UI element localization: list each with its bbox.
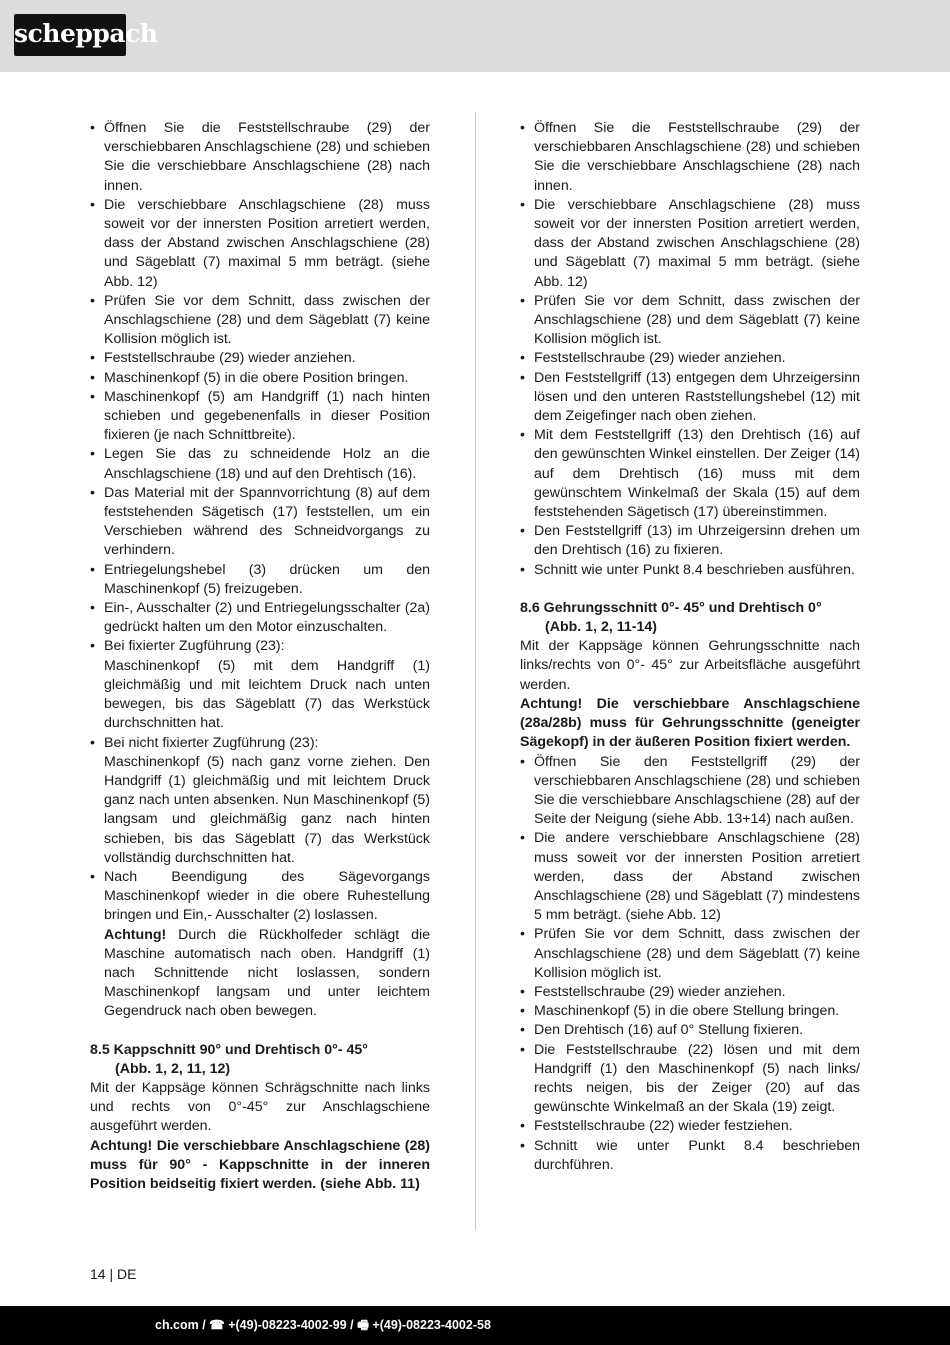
- list-item-end: [90, 868, 430, 1022]
- loose-guide-text: Maschinenkopf (5) nach ganz vorne ziehen. Den Handgriff (1) gleichmäßig und mit leichtem Druck ganz nach unten absenken. Nun Maschinenkopf (5) langsam und gleichmäßig ganz nach hinten schieben, bis das Sägeblatt (7) das Werkstück vollständig durchschnitten hat.: [104, 753, 430, 866]
- page-number: 14 | DE: [90, 1266, 137, 1282]
- list-item: • Prüfen Sie vor dem Schnitt, dass zwischen der Anschlagschiene (28) und dem Sägeblatt (7) keine Kollision möglich ist.: [520, 925, 860, 983]
- list-item: • Schnitt wie unter Punkt 8.4 beschrieben durchführen.: [520, 1137, 860, 1175]
- brand-logo-text: scheppach: [14, 19, 158, 48]
- list-item: • Das Material mit der Spannvorrichtung (8) auf dem feststehenden Sägetisch (17) feststellen, um ein Verschieben während des Schneidvorgangs zu verhindern.: [90, 484, 430, 561]
- header-bar: [0, 0, 950, 72]
- list-item: • Ein-, Ausschalter (2) und Entriegelungsschalter (2a) gedrückt halten um den Motor einzuschalten.: [90, 599, 430, 637]
- right-column: [520, 119, 860, 1175]
- end-item-text: • Nach Beendigung des Sägevorgangs Maschinenkopf wieder in die obere Ruhestellung bringen und Ein,- Ausschalter (2) loslassen.: [104, 868, 430, 924]
- list-item: • Prüfen Sie vor dem Schnitt, dass zwischen der Anschlagschiene (28) und dem Sägeblatt (7) keine Kollision möglich ist.: [90, 292, 430, 350]
- left-column: [90, 119, 430, 1194]
- section-8-5-text: Mit der Kappsäge können Schrägschnitte nach links und rechts von 0°-45° zur Anschlagschiene ausgeführt werden.: [90, 1079, 430, 1135]
- end-item-warning: [104, 926, 430, 1022]
- section-8-6-text: Mit der Kappsäge können Gehrungsschnitte nach links/rechts von 0°- 45° zur Arbeitsfläche ausgeführt werden.: [520, 638, 860, 693]
- section-8-6-heading: [520, 599, 860, 637]
- list-item: • Maschinenkopf (5) in die obere Position bringen.: [90, 369, 430, 388]
- footer-bar: [0, 1306, 950, 1345]
- list-item: • Schnitt wie unter Punkt 8.4 beschrieben ausführen.: [520, 561, 860, 580]
- section-8-5-heading: [90, 1041, 430, 1079]
- list-item: • Feststellschraube (29) wieder anziehen.: [520, 349, 860, 368]
- section-8-6-title: 8.6 Gehrungsschnitt 0°- 45° und Drehtisch 0°: [520, 599, 822, 616]
- list-item: • Prüfen Sie vor dem Schnitt, dass zwischen der Anschlagschiene (28) und dem Sägeblatt (7) keine Kollision möglich ist.: [520, 292, 860, 350]
- right-bullet-list-2: [520, 753, 860, 1175]
- warning-label: Achtung!: [104, 926, 167, 943]
- list-item: • Mit dem Feststellgriff (13) den Drehtisch (16) auf den gewünschten Winkel einstellen. Der Zeiger (14) auf dem Drehtisch (16) muss mit dem gewünschtem Winkelmaß der Skala (15) auf dem feststehenden Sägetisch (17) übereinstimmen.: [520, 426, 860, 522]
- list-item-loose-guide: [90, 734, 430, 868]
- fixed-guide-text: Maschinenkopf (5) mit dem Handgriff (1) gleichmäßig und mit leichtem Druck nach unten bewegen, bis das Sägeblatt (7) das Werkstück durchschnitten hat.: [104, 657, 430, 732]
- list-item: • Öffnen Sie die Feststellschraube (29) der verschiebbaren Anschlagschiene (28) und schieben Sie die verschiebbare Anschlagschiene (28) nach innen.: [520, 119, 860, 196]
- list-item: • Die verschiebbare Anschlagschiene (28) muss soweit vor der innersten Position arretiert werden, dass der Abstand zwischen Anschlagschiene (28) und Sägeblatt (7) maximal 5 mm beträgt. (siehe Abb. 12): [520, 196, 860, 292]
- section-8-6-warning: Achtung! Die verschiebbare Anschlagschiene (28a/28b) muss für Gehrungsschnitte (geneigter Sägekopf) in der äußeren Position fixiert werden.: [520, 695, 860, 751]
- list-item: • Den Feststellgriff (13) im Uhrzeigersinn drehen um den Drehtisch (16) zu fixieren.: [520, 522, 860, 560]
- list-item: • Die andere verschiebbare Anschlagschiene (28) muss soweit vor der innersten Position arretiert werden, dass der Abstand zwischen Anschlagschiene (28) und Sägeblatt (7) mindestens 5 mm beträgt. (siehe Abb. 12): [520, 829, 860, 925]
- list-item: • Den Drehtisch (16) auf 0° Stellung fixieren.: [520, 1021, 860, 1040]
- section-8-5-ref: (Abb. 1, 2, 11, 12): [115, 1060, 231, 1077]
- footer-contact-text: ch.com / ☎ +(49)-08223-4002-99 / 🖷 +(49)-08223-4002-58: [155, 1318, 491, 1332]
- section-8-5-title: 8.5 Kappschnitt 90° und Drehtisch 0°- 45°: [90, 1041, 368, 1058]
- list-item: • Den Feststellgriff (13) entgegen dem Uhrzeigersinn lösen und den unteren Raststellungshebel (12) mit dem Zeigefinger nach oben ziehen.: [520, 369, 860, 427]
- section-8-5-warning: Achtung! Die verschiebbare Anschlagschiene (28) muss für 90° - Kappschnitte in der inneren Position beidseitig fixiert werden. (siehe Abb. 11): [90, 1137, 430, 1192]
- warning-text: Durch die Rückholfeder schlägt die Maschine automatisch nach oben. Handgriff (1) nach Schnittende nicht loslassen, sondern Maschinenkopf langsam und unter leichtem Gegendruck nach oben bewegen.: [104, 926, 430, 1020]
- list-item: • Maschinenkopf (5) in die obere Stellung bringen.: [520, 1002, 860, 1021]
- list-item: • Feststellschraube (29) wieder anziehen.: [90, 349, 430, 368]
- list-item: • Die Feststellschraube (22) lösen und mit dem Handgriff (1) den Maschinenkopf (5) nach links/ rechts neigen, bis der Zeiger (20) auf das gewünschte Winkelmaß an der Skala (19) zeigt.: [520, 1041, 860, 1118]
- loose-guide-label: • Bei nicht fixierter Zugführung (23):: [104, 734, 319, 751]
- list-item: • Öffnen Sie den Feststellgriff (29) der verschiebbaren Anschlagschiene (28) und schieben Sie die verschiebbare Anschlagschiene (28) auf der Seite der Neigung (siehe Abb. 13+14) nach außen.: [520, 753, 860, 830]
- brand-logo: [14, 14, 158, 56]
- left-bullet-list: [90, 119, 430, 1022]
- column-divider: [475, 112, 476, 1230]
- right-bullet-list-1: [520, 119, 860, 580]
- section-8-6-ref: (Abb. 1, 2, 11-14): [545, 619, 657, 636]
- list-item-fixed-guide: [90, 637, 430, 733]
- list-item: • Feststellschraube (29) wieder anziehen.: [520, 983, 860, 1002]
- list-item: • Maschinenkopf (5) am Handgriff (1) nach hinten schieben und gegebenenfalls in dieser Position fixieren (je nach Schnittbreite).: [90, 388, 430, 446]
- fixed-guide-label: • Bei fixierter Zugführung (23):: [104, 638, 285, 655]
- list-item: • Entriegelungshebel (3) drücken um den Maschinenkopf (5) freizugeben.: [90, 561, 430, 599]
- list-item: • Die verschiebbare Anschlagschiene (28) muss soweit vor der innersten Position arretiert werden, dass der Abstand zwischen Anschlagschiene (28) und Sägeblatt (7) maximal 5 mm beträgt. (siehe Abb. 12): [90, 196, 430, 292]
- list-item: • Feststellschraube (22) wieder festziehen.: [520, 1117, 860, 1136]
- list-item: • Legen Sie das zu schneidende Holz an die Anschlagschiene (18) und auf den Drehtisch (16).: [90, 445, 430, 483]
- list-item: • Öffnen Sie die Feststellschraube (29) der verschiebbaren Anschlagschiene (28) und schieben Sie die verschiebbare Anschlagschiene (28) nach innen.: [90, 119, 430, 196]
